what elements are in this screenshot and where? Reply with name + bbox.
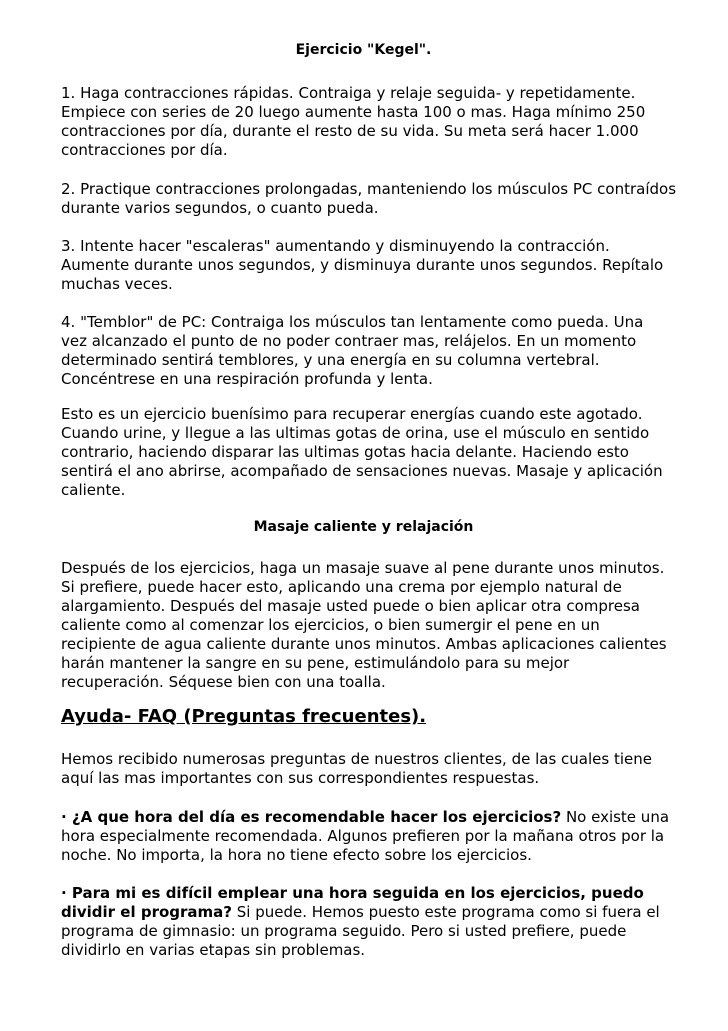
- text-line: muchas veces.: [61, 275, 173, 293]
- text-line: recuperación. Séquese bien con una toalla.: [61, 673, 386, 691]
- text-line: Cuando urine, y llegue a las ultimas gotas de orina, use el músculo en sentido: [61, 424, 650, 442]
- paragraph-rapid-contractions: [61, 84, 666, 160]
- text-line: determinado sentirá temblores, y una energía en su columna vertebral.: [61, 351, 600, 369]
- text-line: [61, 884, 666, 903]
- text-line: contrario, haciendo disparar las ultimas gotas hacia delante. Haciendo esto: [61, 443, 629, 461]
- text-line: 3. Intente hacer "escaleras" aumentando y disminuyendo la contracción.: [61, 237, 610, 255]
- text-line: Aumente durante unos segundos, y disminuya durante unos segundos. Repítalo: [61, 256, 664, 274]
- faq-answer: Si puede. Hemos puesto este programa como si fuera el: [231, 903, 660, 921]
- text-line: Si prefiere, puede hacer esto, aplicando una crema por ejemplo natural de: [61, 578, 622, 596]
- text-line: 4. "Temblor" de PC: Contraiga los músculos tan lentamente como pueda. Una: [61, 313, 644, 331]
- faq-heading: Ayuda- FAQ (Preguntas frecuentes).: [61, 706, 427, 727]
- text-line: contracciones por día.: [61, 141, 228, 159]
- faq-item-best-time: [61, 808, 670, 865]
- text-line: Esto es un ejercicio buenísimo para recuperar energías cuando este agotado.: [61, 405, 643, 423]
- text-line: Concéntrese en una respiración profunda y lenta.: [61, 370, 433, 388]
- paragraph-stairs: [61, 237, 666, 294]
- text-line: sentirá el ano abrirse, acompañado de sensaciones nuevas. Masaje y aplicación: [61, 462, 663, 480]
- text-line: 2. Practique contracciones prolongadas, manteniendo los músculos PC contraídos: [61, 180, 677, 198]
- text-line: noche. No importa, la hora no tiene efecto sobre los ejercicios.: [61, 846, 532, 864]
- massage-subtitle: Masaje caliente y relajación: [253, 519, 474, 535]
- text-line: aquí las mas importantes con sus correspondientes respuestas.: [61, 769, 540, 787]
- faq-item-split-program: [61, 884, 666, 960]
- paragraph-faq-intro: [61, 750, 666, 788]
- faq-question: · ¿A que hora del día es recomendable hacer los ejercicios?: [61, 808, 562, 826]
- text-line: Hemos recibido numerosas preguntas de nuestros clientes, de las cuales tiene: [61, 750, 652, 768]
- text-line: vez alcanzado el punto de no poder contraer mas, relájelos. En un momento: [61, 332, 637, 350]
- faq-question: · Para mi es difícil emplear una hora seguida en los ejercicios, puedo: [61, 884, 644, 902]
- paragraph-pc-tremor: [61, 313, 666, 389]
- text-line: hora especialmente recomendada. Algunos prefieren por la mañana otros por la: [61, 827, 665, 845]
- paragraph-warm-massage: [61, 559, 666, 692]
- paragraph-energy-exercise: [61, 405, 666, 500]
- faq-question: dividir el programa?: [61, 903, 232, 921]
- text-line: recipiente de agua caliente durante unos minutos. Ambas aplicaciones calientes: [61, 635, 667, 653]
- text-line: 1. Haga contracciones rápidas. Contraiga y relaje seguida- y repetidamente.: [61, 84, 636, 102]
- text-line: [61, 903, 666, 922]
- text-line: dividirlo en varias etapas sin problemas.: [61, 941, 366, 959]
- text-line: contracciones por día, durante el resto de su vida. Su meta será hacer 1.000: [61, 122, 639, 140]
- text-line: caliente como al comenzar los ejercicios, o bien sumergir el pene en un: [61, 616, 600, 634]
- text-line: programa de gimnasio: un programa seguido. Pero si usted prefiere, puede: [61, 922, 627, 940]
- text-line: Después de los ejercicios, haga un masaje suave al pene durante unos minutos.: [61, 559, 665, 577]
- text-line: durante varios segundos, o cuanto pueda.: [61, 199, 379, 217]
- faq-answer: No existe una: [561, 808, 670, 826]
- text-line: harán mantener la sangre en su pene, estimulándolo para su mejor: [61, 654, 570, 672]
- paragraph-prolonged-contractions: [61, 180, 677, 218]
- text-line: caliente.: [61, 481, 126, 499]
- exercise-title: Ejercicio "Kegel".: [295, 42, 432, 58]
- text-line: alargamiento. Después del masaje usted puede o bien aplicar otra compresa: [61, 597, 640, 615]
- text-line: [61, 808, 670, 827]
- text-line: Empiece con series de 20 luego aumente hasta 100 o mas. Haga mínimo 250: [61, 103, 646, 121]
